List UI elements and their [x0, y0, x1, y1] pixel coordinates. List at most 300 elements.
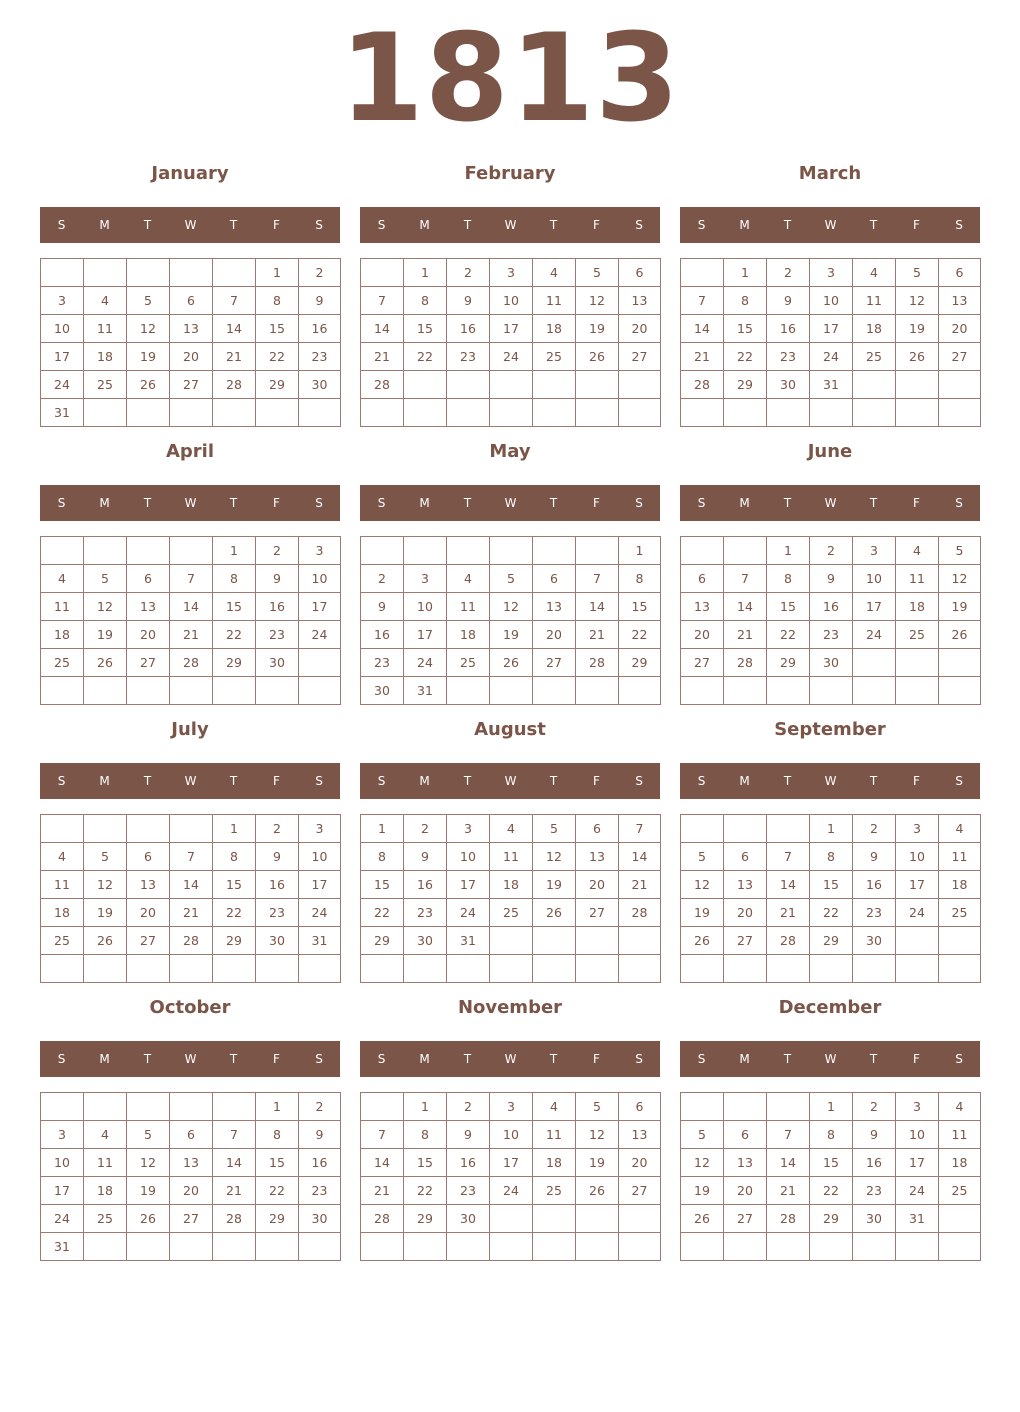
day-cell: 23 — [403, 898, 447, 927]
weekday-label: F — [273, 1052, 280, 1066]
day-cell — [680, 1232, 724, 1261]
day-cell: 16 — [298, 314, 341, 343]
day-cell — [532, 1232, 576, 1261]
day-cell: 16 — [852, 1148, 896, 1177]
day-cell: 7 — [360, 286, 404, 315]
day-cell: 9 — [403, 842, 447, 871]
weekday-label: T — [463, 496, 472, 510]
day-cell: 6 — [169, 286, 213, 315]
day-cell — [723, 1092, 767, 1121]
day-cell: 26 — [83, 648, 127, 677]
month-name: January — [151, 163, 229, 184]
weekday-header — [680, 763, 980, 799]
day-cell — [723, 1232, 767, 1261]
day-cell — [852, 398, 896, 427]
day-cell: 1 — [255, 1092, 299, 1121]
day-cell: 6 — [938, 258, 981, 287]
day-cell: 13 — [532, 592, 576, 621]
weekday-label: S — [315, 218, 323, 232]
day-cell — [298, 1232, 341, 1261]
day-cell: 26 — [126, 370, 170, 399]
day-cell: 12 — [575, 286, 619, 315]
weekday-header — [360, 1041, 660, 1077]
day-cell: 16 — [403, 870, 447, 899]
day-cell — [618, 926, 661, 955]
day-cell: 13 — [618, 1120, 661, 1149]
weekday-label: W — [184, 1052, 197, 1066]
day-cell: 14 — [360, 314, 404, 343]
weekday-label: T — [869, 1052, 878, 1066]
day-cell: 5 — [895, 258, 939, 287]
day-cell: 2 — [360, 564, 404, 593]
weekday-label: W — [504, 774, 517, 788]
day-cell: 6 — [126, 564, 170, 593]
day-cell: 23 — [852, 1176, 896, 1205]
day-cell: 1 — [360, 814, 404, 843]
day-cell: 13 — [126, 870, 170, 899]
day-cell: 26 — [489, 648, 533, 677]
day-cell — [618, 370, 661, 399]
weekday-label: S — [955, 496, 963, 510]
day-cell: 5 — [126, 1120, 170, 1149]
day-cell — [255, 676, 299, 705]
day-cell: 2 — [298, 258, 341, 287]
day-cell: 22 — [360, 898, 404, 927]
day-cell — [169, 954, 213, 983]
day-cell: 11 — [532, 1120, 576, 1149]
day-cell — [40, 258, 84, 287]
weekday-label: W — [504, 1052, 517, 1066]
weekday-label: T — [783, 774, 792, 788]
day-cell: 26 — [680, 1204, 724, 1233]
day-cell: 14 — [766, 1148, 810, 1177]
weekday-label: F — [593, 496, 600, 510]
day-cell: 15 — [766, 592, 810, 621]
day-cell: 29 — [212, 648, 256, 677]
day-cell: 15 — [723, 314, 767, 343]
weekday-label: M — [99, 1052, 110, 1066]
day-cell: 6 — [532, 564, 576, 593]
month-name: April — [165, 441, 215, 462]
day-cell: 12 — [938, 564, 981, 593]
day-cell: 25 — [446, 648, 490, 677]
day-cell: 29 — [809, 1204, 853, 1233]
day-cell: 6 — [618, 258, 661, 287]
day-cell: 2 — [255, 814, 299, 843]
day-cell: 18 — [40, 620, 84, 649]
day-cell: 7 — [618, 814, 661, 843]
day-cell: 28 — [169, 926, 213, 955]
day-cell: 26 — [575, 342, 619, 371]
day-grid — [40, 1092, 341, 1261]
day-cell: 18 — [895, 592, 939, 621]
day-cell — [403, 370, 447, 399]
day-cell: 9 — [446, 1120, 490, 1149]
day-cell: 3 — [489, 258, 533, 287]
day-cell: 21 — [618, 870, 661, 899]
weekday-label: M — [99, 218, 110, 232]
day-cell: 10 — [489, 1120, 533, 1149]
day-cell — [532, 536, 576, 565]
day-cell — [618, 1204, 661, 1233]
day-cell: 13 — [169, 1148, 213, 1177]
weekday-label: M — [419, 496, 430, 510]
day-cell: 25 — [83, 1204, 127, 1233]
weekday-label: T — [229, 1052, 238, 1066]
day-cell: 4 — [938, 814, 981, 843]
day-cell — [83, 954, 127, 983]
day-cell — [40, 954, 84, 983]
day-cell: 3 — [852, 536, 896, 565]
day-cell — [126, 398, 170, 427]
day-cell — [126, 954, 170, 983]
day-cell: 11 — [40, 870, 84, 899]
day-cell — [83, 258, 127, 287]
day-cell: 6 — [618, 1092, 661, 1121]
day-cell: 19 — [895, 314, 939, 343]
day-cell: 30 — [298, 1204, 341, 1233]
day-cell — [212, 258, 256, 287]
day-cell — [169, 1232, 213, 1261]
weekday-label: S — [377, 496, 386, 510]
day-cell: 24 — [489, 1176, 533, 1205]
day-cell: 19 — [83, 898, 127, 927]
day-cell — [618, 676, 661, 705]
day-cell: 9 — [852, 1120, 896, 1149]
day-cell: 22 — [403, 1176, 447, 1205]
day-cell: 31 — [403, 676, 447, 705]
month-may — [360, 440, 660, 710]
day-cell: 7 — [169, 564, 213, 593]
month-april — [40, 440, 340, 710]
month-name: May — [489, 441, 531, 462]
day-cell: 8 — [255, 1120, 299, 1149]
day-cell: 14 — [169, 592, 213, 621]
day-cell: 3 — [446, 814, 490, 843]
day-cell — [83, 536, 127, 565]
day-cell: 20 — [126, 898, 170, 927]
day-cell: 17 — [298, 870, 341, 899]
day-cell: 8 — [766, 564, 810, 593]
day-cell: 19 — [126, 342, 170, 371]
day-cell: 25 — [895, 620, 939, 649]
day-cell — [680, 258, 724, 287]
day-cell — [766, 398, 810, 427]
day-cell: 23 — [255, 898, 299, 927]
day-cell: 18 — [83, 342, 127, 371]
day-cell: 27 — [723, 926, 767, 955]
day-cell: 11 — [40, 592, 84, 621]
day-cell: 15 — [403, 314, 447, 343]
day-cell — [403, 536, 447, 565]
day-cell: 15 — [255, 1148, 299, 1177]
weekday-label: T — [143, 496, 152, 510]
day-cell: 13 — [723, 1148, 767, 1177]
day-cell — [83, 398, 127, 427]
day-cell — [766, 814, 810, 843]
weekday-label: S — [315, 774, 323, 788]
day-cell — [938, 648, 981, 677]
day-cell: 17 — [809, 314, 853, 343]
day-cell — [766, 1232, 810, 1261]
day-cell: 24 — [852, 620, 896, 649]
day-cell: 17 — [40, 1176, 84, 1205]
day-cell: 20 — [618, 1148, 661, 1177]
day-cell: 27 — [169, 370, 213, 399]
day-cell: 5 — [680, 1120, 724, 1149]
day-cell: 31 — [895, 1204, 939, 1233]
day-cell: 28 — [212, 1204, 256, 1233]
day-cell: 17 — [489, 1148, 533, 1177]
day-cell — [169, 398, 213, 427]
day-cell: 29 — [212, 926, 256, 955]
day-cell — [532, 398, 576, 427]
day-cell: 17 — [298, 592, 341, 621]
day-cell — [895, 926, 939, 955]
day-cell: 29 — [255, 370, 299, 399]
day-cell — [298, 398, 341, 427]
day-cell: 14 — [360, 1148, 404, 1177]
weekday-header — [360, 207, 660, 243]
day-cell — [298, 648, 341, 677]
day-cell: 6 — [169, 1120, 213, 1149]
weekday-label: S — [57, 774, 66, 788]
day-cell: 12 — [489, 592, 533, 621]
day-cell — [723, 814, 767, 843]
day-cell: 31 — [298, 926, 341, 955]
day-cell: 23 — [360, 648, 404, 677]
day-cell: 17 — [489, 314, 533, 343]
day-cell — [575, 676, 619, 705]
day-cell: 5 — [489, 564, 533, 593]
day-cell — [255, 954, 299, 983]
day-cell — [575, 954, 619, 983]
day-cell: 16 — [446, 1148, 490, 1177]
day-cell: 14 — [618, 842, 661, 871]
day-cell: 14 — [169, 870, 213, 899]
day-cell — [895, 954, 939, 983]
month-march — [680, 162, 980, 432]
day-grid — [40, 258, 341, 427]
weekday-label: M — [739, 774, 750, 788]
day-cell — [852, 676, 896, 705]
weekday-label: F — [913, 218, 920, 232]
day-cell: 21 — [575, 620, 619, 649]
weekday-label: T — [869, 496, 878, 510]
weekday-label: T — [143, 774, 152, 788]
day-cell: 28 — [360, 370, 404, 399]
day-cell: 2 — [403, 814, 447, 843]
day-cell: 10 — [895, 1120, 939, 1149]
day-cell: 12 — [83, 870, 127, 899]
day-cell: 11 — [895, 564, 939, 593]
day-cell: 13 — [680, 592, 724, 621]
day-cell: 5 — [83, 564, 127, 593]
weekday-label: S — [697, 496, 706, 510]
day-cell: 8 — [255, 286, 299, 315]
day-cell: 4 — [938, 1092, 981, 1121]
month-name: March — [798, 163, 862, 184]
day-cell — [360, 954, 404, 983]
day-cell: 11 — [938, 842, 981, 871]
weekday-label: T — [229, 218, 238, 232]
day-cell: 1 — [212, 536, 256, 565]
weekday-label: W — [184, 774, 197, 788]
day-cell: 14 — [575, 592, 619, 621]
day-cell: 1 — [255, 258, 299, 287]
day-cell: 28 — [723, 648, 767, 677]
day-cell: 13 — [723, 870, 767, 899]
day-cell — [938, 1204, 981, 1233]
weekday-header — [680, 485, 980, 521]
day-cell: 10 — [40, 314, 84, 343]
day-cell: 8 — [212, 564, 256, 593]
day-cell: 27 — [938, 342, 981, 371]
day-cell: 1 — [403, 1092, 447, 1121]
weekday-label: T — [229, 496, 238, 510]
day-cell: 7 — [723, 564, 767, 593]
day-grid — [360, 1092, 661, 1261]
day-cell — [532, 1204, 576, 1233]
day-cell: 18 — [532, 1148, 576, 1177]
day-cell: 30 — [403, 926, 447, 955]
day-cell — [403, 398, 447, 427]
day-cell — [575, 926, 619, 955]
weekday-label: T — [463, 1052, 472, 1066]
day-cell: 14 — [723, 592, 767, 621]
day-cell — [618, 1232, 661, 1261]
weekday-label: M — [419, 218, 430, 232]
day-cell: 25 — [83, 370, 127, 399]
day-cell: 3 — [895, 814, 939, 843]
day-cell — [680, 1092, 724, 1121]
day-cell: 25 — [938, 898, 981, 927]
day-cell: 12 — [532, 842, 576, 871]
day-cell: 15 — [809, 870, 853, 899]
day-cell: 23 — [298, 1176, 341, 1205]
day-cell: 27 — [575, 898, 619, 927]
day-cell — [489, 926, 533, 955]
day-cell: 23 — [446, 1176, 490, 1205]
month-february — [360, 162, 660, 432]
day-cell — [446, 676, 490, 705]
day-cell — [83, 814, 127, 843]
day-cell — [766, 676, 810, 705]
day-cell: 4 — [852, 258, 896, 287]
day-cell: 3 — [40, 286, 84, 315]
day-cell: 6 — [680, 564, 724, 593]
day-cell — [212, 1232, 256, 1261]
day-cell: 25 — [40, 648, 84, 677]
weekday-label: M — [739, 218, 750, 232]
day-cell: 24 — [446, 898, 490, 927]
weekday-header — [40, 1041, 340, 1077]
day-cell: 25 — [489, 898, 533, 927]
day-grid — [360, 258, 661, 427]
day-cell: 14 — [766, 870, 810, 899]
day-grid — [680, 814, 981, 983]
month-june — [680, 440, 980, 710]
weekday-label: S — [315, 1052, 323, 1066]
day-cell: 24 — [489, 342, 533, 371]
day-cell: 21 — [169, 898, 213, 927]
day-cell: 10 — [852, 564, 896, 593]
day-cell: 31 — [40, 1232, 84, 1261]
day-cell: 24 — [809, 342, 853, 371]
day-cell — [255, 1232, 299, 1261]
day-cell: 2 — [766, 258, 810, 287]
day-cell: 6 — [723, 842, 767, 871]
day-cell: 15 — [618, 592, 661, 621]
day-cell — [895, 676, 939, 705]
day-grid — [680, 1092, 981, 1261]
month-july — [40, 718, 340, 988]
day-cell — [938, 676, 981, 705]
weekday-label: F — [913, 774, 920, 788]
weekday-label: S — [697, 218, 706, 232]
day-cell: 10 — [809, 286, 853, 315]
day-cell: 4 — [532, 258, 576, 287]
day-cell: 23 — [298, 342, 341, 371]
day-cell — [446, 536, 490, 565]
weekday-label: S — [635, 774, 643, 788]
day-cell: 25 — [532, 342, 576, 371]
day-cell: 16 — [255, 592, 299, 621]
day-cell: 9 — [852, 842, 896, 871]
day-cell: 11 — [489, 842, 533, 871]
day-cell: 24 — [895, 898, 939, 927]
day-cell: 5 — [938, 536, 981, 565]
weekday-header — [360, 763, 660, 799]
day-cell: 16 — [809, 592, 853, 621]
day-cell: 15 — [255, 314, 299, 343]
day-cell: 9 — [255, 842, 299, 871]
day-cell: 12 — [680, 870, 724, 899]
weekday-label: M — [739, 496, 750, 510]
day-cell: 11 — [83, 1148, 127, 1177]
day-cell: 13 — [575, 842, 619, 871]
month-name: September — [774, 719, 886, 740]
day-cell: 17 — [403, 620, 447, 649]
day-cell: 26 — [680, 926, 724, 955]
day-cell: 22 — [809, 898, 853, 927]
day-cell: 3 — [895, 1092, 939, 1121]
day-cell — [489, 1204, 533, 1233]
day-cell: 18 — [532, 314, 576, 343]
day-cell: 20 — [169, 1176, 213, 1205]
day-cell: 3 — [403, 564, 447, 593]
day-cell: 5 — [680, 842, 724, 871]
day-cell: 24 — [298, 620, 341, 649]
weekday-header — [40, 207, 340, 243]
day-cell: 27 — [723, 1204, 767, 1233]
day-cell — [212, 398, 256, 427]
day-cell — [895, 398, 939, 427]
day-cell: 22 — [255, 1176, 299, 1205]
day-cell: 27 — [532, 648, 576, 677]
day-cell: 6 — [126, 842, 170, 871]
day-cell: 5 — [575, 258, 619, 287]
day-cell: 20 — [575, 870, 619, 899]
day-cell — [489, 398, 533, 427]
day-cell — [575, 398, 619, 427]
day-cell — [126, 814, 170, 843]
day-cell — [766, 954, 810, 983]
day-cell: 17 — [895, 1148, 939, 1177]
day-cell — [360, 536, 404, 565]
day-cell — [360, 1092, 404, 1121]
day-cell — [575, 1204, 619, 1233]
